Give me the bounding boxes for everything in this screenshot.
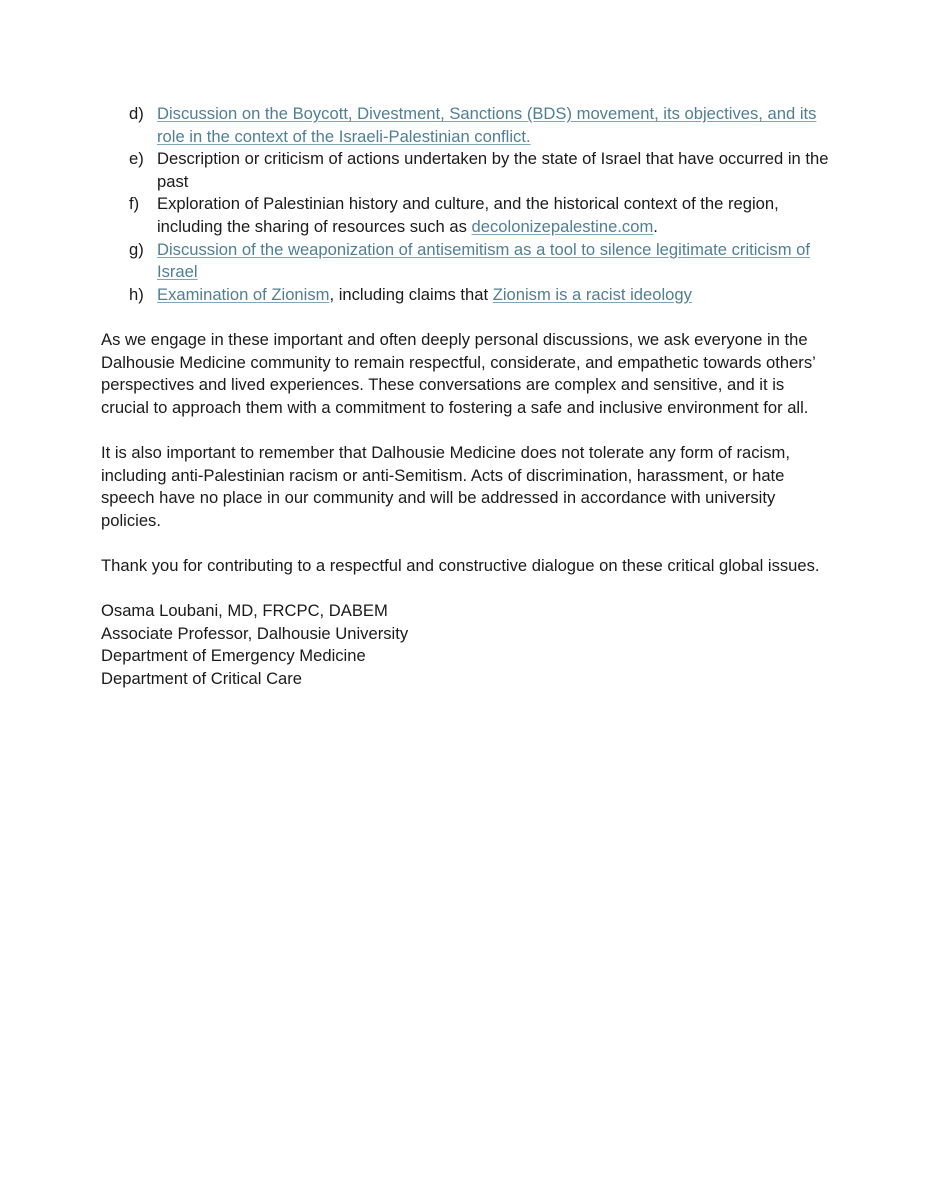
examination-zionism-link[interactable]: Examination of Zionism	[157, 284, 330, 304]
list-item-text	[157, 239, 831, 284]
list-item-h	[101, 284, 831, 307]
list-item-text-after: .	[653, 216, 658, 236]
list-marker: f)	[129, 194, 140, 214]
document-body	[101, 103, 831, 690]
list-item-text	[157, 284, 831, 307]
list-item-f	[101, 193, 831, 238]
list-item-text: Description or criticism of actions undertaken by the state of Israel that have occurred in the past	[157, 149, 829, 191]
weaponization-antisemitism-link[interactable]: Discussion of the weaponization of antisemitism as a tool to silence legitimate criticism of Israel	[157, 239, 810, 282]
signature-department-critical-care: Department of Critical Care	[101, 668, 303, 688]
list-item-d	[101, 103, 831, 148]
list-marker: h)	[129, 284, 144, 304]
list-marker: e)	[129, 149, 144, 169]
list-item-e	[101, 148, 831, 193]
list-item-text	[157, 103, 831, 148]
signature-title: Associate Professor, Dalhousie University	[101, 623, 409, 643]
list-item-text-middle: , including claims that	[329, 284, 493, 304]
list-item-text-before: Exploration of Palestinian history and culture, and the historical context of the region, including the sharing of resources such as	[157, 194, 779, 236]
topic-list	[101, 103, 831, 306]
bds-discussion-link[interactable]: Discussion on the Boycott, Divestment, Sanctions (BDS) movement, its objectives, and its role in the context of the Israeli-Palestinian conflict.	[157, 104, 817, 146]
list-item-text	[157, 193, 831, 238]
list-marker: g)	[129, 239, 144, 259]
paragraph-respectful-discussion: As we engage in these important and often deeply personal discussions, we ask everyone in the Dalhousie Medicine community to remain respectful, considerate, and empathetic towards others’ perspectives and lived experiences. These conversations are complex and sensitive, and it is crucial to approach them with a commitment to fostering a safe and inclusive environment for all.	[101, 329, 816, 417]
signature-department-emergency: Department of Emergency Medicine	[101, 646, 366, 666]
signature-name: Osama Loubani, MD, FRCPC, DABEM	[101, 601, 388, 621]
signature-block	[101, 600, 831, 690]
zionism-racist-ideology-link[interactable]: Zionism is a racist ideology	[492, 284, 692, 304]
list-item-g	[101, 239, 831, 284]
paragraph-no-tolerance: It is also important to remember that Dalhousie Medicine does not tolerate any form of racism, including anti-Palestinian racism or anti-Semitism. Acts of discrimination, harassment, or hate speech have no place in our community and will be addressed in accordance with university policies.	[101, 442, 790, 530]
paragraph-thank-you: Thank you for contributing to a respectful and constructive dialogue on these critical global issues.	[101, 555, 820, 575]
list-marker: d)	[129, 104, 144, 123]
decolonizepalestine-link[interactable]: decolonizepalestine.com	[471, 216, 654, 236]
